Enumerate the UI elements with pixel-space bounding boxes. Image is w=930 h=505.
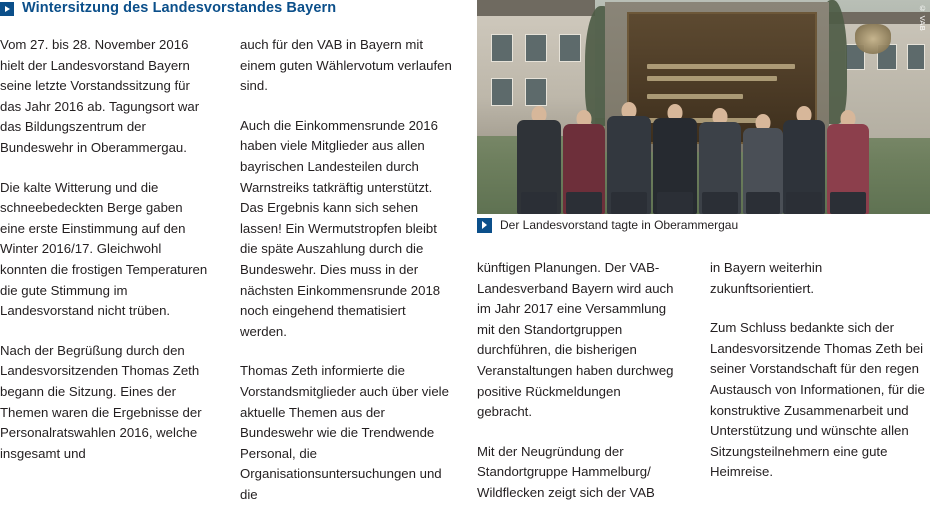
chevron-right-icon xyxy=(477,218,492,233)
paragraph: Thomas Zeth informierte die Vorstandsmitglieder auch über viele aktuelle Themen aus der Bundeswehr wie die Trendwende Personal, die Organisationsuntersuchungen und die xyxy=(240,363,449,502)
federal-eagle-icon xyxy=(855,24,891,54)
photo-person xyxy=(653,104,697,214)
paragraph: auch für den VAB in Bayern mit einem guten Wählervotum verlaufen sind. xyxy=(240,37,452,94)
text-column-3 xyxy=(477,258,677,503)
paragraph: Nach der Begrüßung durch den Landesvorsitzenden Thomas Zeth begann die Sitzung. Eines der Themen waren die Ergebnisse der Personalratswahlen 2016, welche insgesamt und xyxy=(0,342,202,461)
photo-building-left-roof xyxy=(477,0,595,16)
photo-person-legs xyxy=(566,192,601,214)
photo-person-legs xyxy=(830,192,865,214)
photo-person-legs xyxy=(786,192,821,214)
paragraph: künftigen Planungen. Der VAB-Landesverband Bayern wird auch im Jahr 2017 eine Versammlung mit den Standortgruppen durchführen, die bisherigen Veranstaltungen haben durchweg positive Rückmeldungen gebracht. xyxy=(477,260,674,420)
page-title: Wintersitzung des Landesvorstandes Bayern xyxy=(22,0,337,16)
paragraph: Auch die Einkommensrunde 2016 haben viele Mitglieder aus allen bayrischen Landesteilen durch Warnstreiks tatkräftig unterstützt. Das Ergebnis kann sich sehen lassen! Ein Wermutstropfen bleibt die späte Auszahlung durch die Bundeswehr. Dies muss in der nächsten Einkommensrunde 2018 noch eingehend thematisiert werden. xyxy=(240,117,441,339)
photo-plaque-text-line xyxy=(647,76,777,81)
photo-person-legs xyxy=(746,192,780,214)
photo-person xyxy=(563,110,605,214)
photo-window xyxy=(491,34,513,62)
photo-window xyxy=(525,34,547,62)
photo-person xyxy=(827,110,869,214)
article-photo-block xyxy=(477,0,930,214)
photo-caption xyxy=(477,214,930,236)
paragraph: Die kalte Witterung und die schneebedeckten Berge gaben eine erste Einstimmung auf den Winter 2016/17. Gleichwohl konnten die frostigen Temperaturen die gute Stimmung im Landesvorstand nicht trüben. xyxy=(0,179,208,319)
photo-caption-text: Der Landesvorstand tagte in Oberammergau xyxy=(500,217,739,232)
photo-window xyxy=(907,44,925,70)
photo-person-legs xyxy=(611,192,648,214)
text-column-2 xyxy=(240,35,452,503)
photo-credit: © VAB xyxy=(918,4,927,32)
paragraph: Vom 27. bis 28. November 2016 hielt der Landesvorstand Bayern seine letzte Vorstandssitzung für das Jahr 2016 ab. Tagungsort war das Bildungszentrum der Bundeswehr in Oberammergau. xyxy=(0,37,200,155)
text-column-4 xyxy=(710,258,925,503)
photo-person xyxy=(699,108,741,214)
paragraph: Mit der Neugründung der Standortgruppe Hammelburg/ Wildflecken zeigt sich der VAB xyxy=(477,443,655,500)
photo-window xyxy=(525,78,547,106)
photo-person-legs xyxy=(657,192,694,214)
group-photo xyxy=(477,0,930,214)
photo-person-legs xyxy=(521,192,558,214)
photo-person-legs xyxy=(702,192,737,214)
photo-person xyxy=(783,106,825,214)
photo-plaque-text-line xyxy=(647,94,743,99)
photo-person xyxy=(607,102,651,214)
photo-person xyxy=(743,114,783,214)
photo-plaque-text-line xyxy=(647,64,795,69)
photo-window xyxy=(491,78,513,106)
text-column-1 xyxy=(0,35,210,503)
photo-person xyxy=(517,106,561,214)
chevron-right-icon xyxy=(0,2,14,16)
article-headline xyxy=(0,0,466,26)
paragraph: in Bayern weiterhin zukunftsorientiert. xyxy=(710,260,823,296)
photo-window xyxy=(559,34,581,62)
paragraph: Zum Schluss bedankte sich der Landesvorsitzende Thomas Zeth bei seiner Vorstandschaft für den regen Austausch von Informationen, für die konstruktive Zusammenarbeit und Unterstützung und wünschte allen Sitzungsteilnehmern eine gute Heimreise. xyxy=(710,320,925,480)
